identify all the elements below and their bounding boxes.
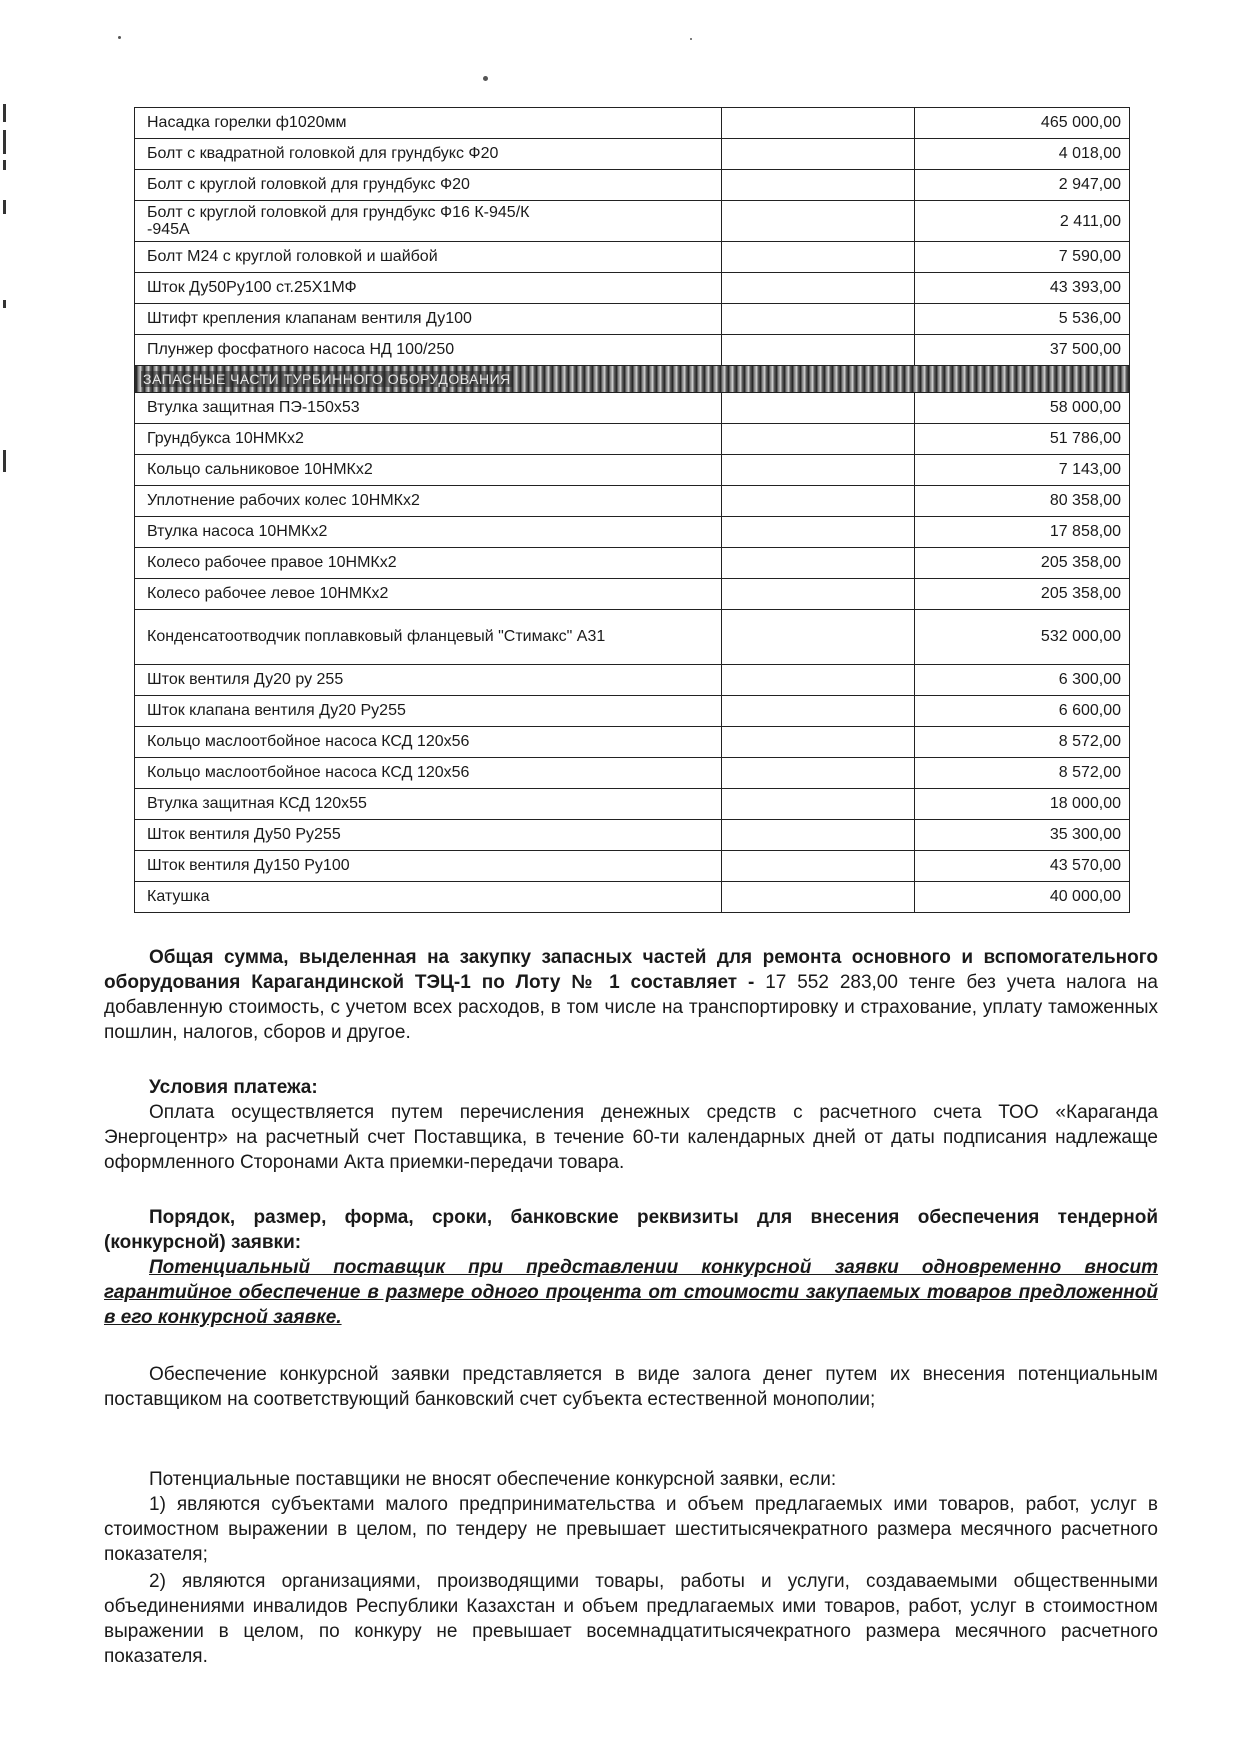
item-price-cell: 37 500,00 [915, 335, 1130, 366]
table-row [135, 579, 1130, 610]
item-name-cell: Кольцо маслоотбойное насоса КСД 120х56 [135, 727, 722, 758]
table-row [135, 727, 1130, 758]
table-section-row [135, 366, 1130, 393]
empty-cell [722, 758, 915, 789]
empty-cell [722, 789, 915, 820]
item-price-cell: 205 358,00 [915, 579, 1130, 610]
item-price-cell: 6 600,00 [915, 696, 1130, 727]
table-row [135, 393, 1130, 424]
item-price-cell: 205 358,00 [915, 548, 1130, 579]
item-price-cell: 4 018,00 [915, 139, 1130, 170]
empty-cell [722, 665, 915, 696]
item-price-cell: 58 000,00 [915, 393, 1130, 424]
empty-cell [722, 242, 915, 273]
total-sum-paragraph [104, 945, 1158, 1045]
table-row [135, 201, 1130, 242]
item-price-cell: 6 300,00 [915, 665, 1130, 696]
item-name-cell: Болт с квадратной головкой для грундбукс Ф20 [135, 139, 722, 170]
item-price-cell: 43 393,00 [915, 273, 1130, 304]
total-sum-amount: 17 552 283,00 [765, 972, 898, 993]
table-row [135, 139, 1130, 170]
item-name-cell: Шток вентиля Ду150 Ру100 [135, 851, 722, 882]
table-row [135, 548, 1130, 579]
item-price-cell: 18 000,00 [915, 789, 1130, 820]
item-price-cell: 465 000,00 [915, 108, 1130, 139]
section-title [135, 366, 1130, 393]
security-underlined-text: Потенциальный поставщик при представлении конкурсной заявки одновременно вносит гарантийное обеспечение в размере одного процента от стоимости закупаемых товаров предложенной в его конкурсной заявке. [104, 1257, 1158, 1328]
payment-heading: Условия платежа: [149, 1077, 318, 1098]
item-price-cell: 2 947,00 [915, 170, 1130, 201]
item-price-cell: 2 411,00 [915, 201, 1130, 242]
table-row [135, 610, 1130, 665]
table-row [135, 486, 1130, 517]
item-price-cell: 8 572,00 [915, 727, 1130, 758]
scan-speck [483, 76, 488, 81]
item-name-cell: Колесо рабочее правое 10НМКх2 [135, 548, 722, 579]
item-name-cell: Болт с круглой головкой для грундбукс Ф16 К-945/К -945А [135, 201, 722, 242]
scan-speck [690, 38, 692, 40]
table-row [135, 304, 1130, 335]
table-row [135, 758, 1130, 789]
table-row [135, 789, 1130, 820]
empty-cell [722, 820, 915, 851]
table-row [135, 882, 1130, 913]
security-form-text: Обеспечение конкурсной заявки представляется в виде залога денег путем их внесения потенциальным поставщиком на соответствующий банковский счет субъекта естественной монополии; [104, 1364, 1158, 1410]
scan-speck [118, 36, 121, 39]
item-name-cell: Болт М24 с круглой головкой и шайбой [135, 242, 722, 273]
table-row [135, 170, 1130, 201]
item-name-cell: Шток Ду50Ру100 ст.25Х1МФ [135, 273, 722, 304]
item-name-cell: Плунжер фосфатного насоса НД 100/250 [135, 335, 722, 366]
empty-cell [722, 335, 915, 366]
item-name-cell: Шток вентиля Ду20 ру 255 [135, 665, 722, 696]
empty-cell [722, 486, 915, 517]
item-name-cell: Кольцо маслоотбойное насоса КСД 120х56 [135, 758, 722, 789]
item-price-cell: 7 590,00 [915, 242, 1130, 273]
item-name-cell: Шток вентиля Ду50 Ру255 [135, 820, 722, 851]
item-name-cell: Колесо рабочее левое 10НМКх2 [135, 579, 722, 610]
exemptions-intro: Потенциальные поставщики не вносят обеспечение конкурсной заявки, если: [149, 1469, 837, 1490]
item-name-cell: Втулка защитная ПЭ-150х53 [135, 393, 722, 424]
item-price-cell: 80 358,00 [915, 486, 1130, 517]
table-row [135, 108, 1130, 139]
item-price-cell: 51 786,00 [915, 424, 1130, 455]
empty-cell [722, 548, 915, 579]
table-row [135, 242, 1130, 273]
table-row [135, 665, 1130, 696]
payment-text: Оплата осуществляется путем перечисления денежных средств с расчетного счета ТОО «Караганда Энергоцентр» на расчетный счет Поставщика, в течение 60-ти календарных дней от даты подписания надлежаще оформленного Сторонами Акта приемки-передачи товара. [104, 1102, 1158, 1173]
section-title-text: ЗАПАСНЫЕ ЧАСТИ ТУРБИННОГО ОБОРУДОВАНИЯ [143, 371, 511, 387]
empty-cell [722, 579, 915, 610]
item-name-cell: Втулка насоса 10НМКх2 [135, 517, 722, 548]
empty-cell [722, 139, 915, 170]
item-price-cell: 35 300,00 [915, 820, 1130, 851]
empty-cell [722, 393, 915, 424]
exemption-item-2: 2) являются организациями, производящими товары, работы и услуги, создаваемыми общественными объединениями инвалидов Республики Казахстан и объем предлагаемых ими товаров, работ, услуг в стоимостном выражении в целом, по конкуру не превышает восемнадцатитысячекратного размера месячного расчетного показателя. [104, 1571, 1158, 1667]
empty-cell [722, 455, 915, 486]
table-row [135, 696, 1130, 727]
empty-cell [722, 851, 915, 882]
empty-cell [722, 108, 915, 139]
empty-cell [722, 170, 915, 201]
item-name-cell: Болт с круглой головкой для грундбукс Ф20 [135, 170, 722, 201]
empty-cell [722, 882, 915, 913]
item-name-cell: Втулка защитная КСД 120х55 [135, 789, 722, 820]
item-name-cell: Уплотнение рабочих колес 10НМКх2 [135, 486, 722, 517]
item-price-cell: 17 858,00 [915, 517, 1130, 548]
empty-cell [722, 304, 915, 335]
item-price-cell: 532 000,00 [915, 610, 1130, 665]
item-name-cell: Грундбукса 10НМКх2 [135, 424, 722, 455]
table-row [135, 424, 1130, 455]
empty-cell [722, 201, 915, 242]
empty-cell [722, 424, 915, 455]
item-name-cell: Штифт крепления клапанам вентиля Ду100 [135, 304, 722, 335]
table-row [135, 273, 1130, 304]
table-row [135, 820, 1130, 851]
empty-cell [722, 696, 915, 727]
table-row [135, 517, 1130, 548]
total-sum-label: Общая сумма, выделенная на закупку запасных частей для ремонта основного и вспомогательного оборудования Карагандинской ТЭЦ-1 по Лоту № 1 составляет - [104, 947, 1158, 993]
total-sum-details: тенге без учета налога на добавленную стоимость, с учетом всех расходов, в том числе на транспортировку и страхование, уплату таможенных пошлин, налогов, сборов и другое. [104, 972, 1158, 1043]
item-name-cell: Конденсатоотводчик поплавковый фланцевый "Стимакс" А31 [135, 610, 722, 665]
empty-cell [722, 273, 915, 304]
empty-cell [722, 610, 915, 665]
table-row [135, 335, 1130, 366]
item-price-cell: 5 536,00 [915, 304, 1130, 335]
empty-cell [722, 727, 915, 758]
item-name-cell: Кольцо сальниковое 10НМКх2 [135, 455, 722, 486]
spare-parts-price-table [134, 107, 1130, 913]
security-heading: Порядок, размер, форма, сроки, банковские реквизиты для внесения обеспечения тендерной (конкурсной) заявки: [104, 1207, 1158, 1253]
empty-cell [722, 517, 915, 548]
item-price-cell: 43 570,00 [915, 851, 1130, 882]
item-name-cell: Насадка горелки ф1020мм [135, 108, 722, 139]
table-row [135, 851, 1130, 882]
item-price-cell: 40 000,00 [915, 882, 1130, 913]
item-name-cell: Шток клапана вентиля Ду20 Ру255 [135, 696, 722, 727]
item-price-cell: 7 143,00 [915, 455, 1130, 486]
item-price-cell: 8 572,00 [915, 758, 1130, 789]
table-row [135, 455, 1130, 486]
exemption-item-1: 1) являются субъектами малого предпринимательства и объем предлагаемых ими товаров, работ, услуг в стоимостном выражении в целом, по тендеру не превышает шеститысячекратного размера месячного расчетного показателя; [104, 1494, 1158, 1565]
item-name-cell: Катушка [135, 882, 722, 913]
